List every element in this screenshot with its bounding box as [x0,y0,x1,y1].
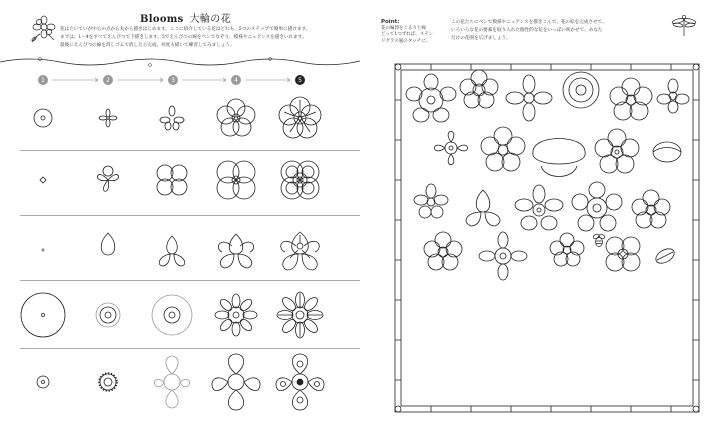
step-number: 3 [171,77,175,84]
bee-icon [591,232,607,248]
flower-cluster [406,70,689,280]
row2 [40,161,319,199]
title-en: Blooms [140,14,184,25]
step-number: 2 [106,77,110,84]
row5 [37,354,324,410]
right-intro-text [451,19,691,43]
intro-line: この花たちにペンで模様やニュアンスを描きこんで、花の絵を完成させて。 [451,20,607,25]
left-page [0,0,360,424]
flower-coloring-frame [391,60,703,416]
row3 [41,232,319,270]
steps-row [0,70,360,90]
title-jp: 大輪の花 [189,14,231,25]
dragonfly-icon [671,12,697,38]
point-line: どって1つずれば、ステン [381,32,433,37]
intro-line: 最後にえんぴつの線を消しゴムで消したら完成。何度も描いて練習してみましょう。 [60,43,235,48]
flower-sprig-icon [28,12,62,46]
right-page [361,0,721,424]
intro-line: 花はたいていが中心の点から丸から描きはじめます。ここに紹介している花はどれも、5つのステップで簡単に描けます。 [60,27,311,32]
vine-divider [0,54,360,70]
intro-line: まずは、1〜4をすべてえんぴつで下描きします。5でえんぴつの線をペンでなぞり、模様やニュアンスを描きいれます。 [60,35,307,40]
step-number: 5 [298,77,302,84]
point-line: 花の輪郭をぐるりと線 [381,25,426,31]
intro-text [60,26,330,50]
row4 [21,292,323,338]
row1 [34,97,321,138]
intro-line: だけの花園を広げましょう。 [451,36,511,41]
page-title [140,10,231,25]
point-line: ドグラス風のタッチに。 [381,38,431,44]
step-number: 1 [41,77,45,84]
point-note [381,19,447,45]
step-number: 4 [234,77,238,84]
flower-steps-grid [0,90,360,424]
intro-line: いろいろな花の要素を取り入れた個性的な花をいっぱい咲かせて、あなた [451,28,603,33]
point-label: Point: [381,19,400,25]
